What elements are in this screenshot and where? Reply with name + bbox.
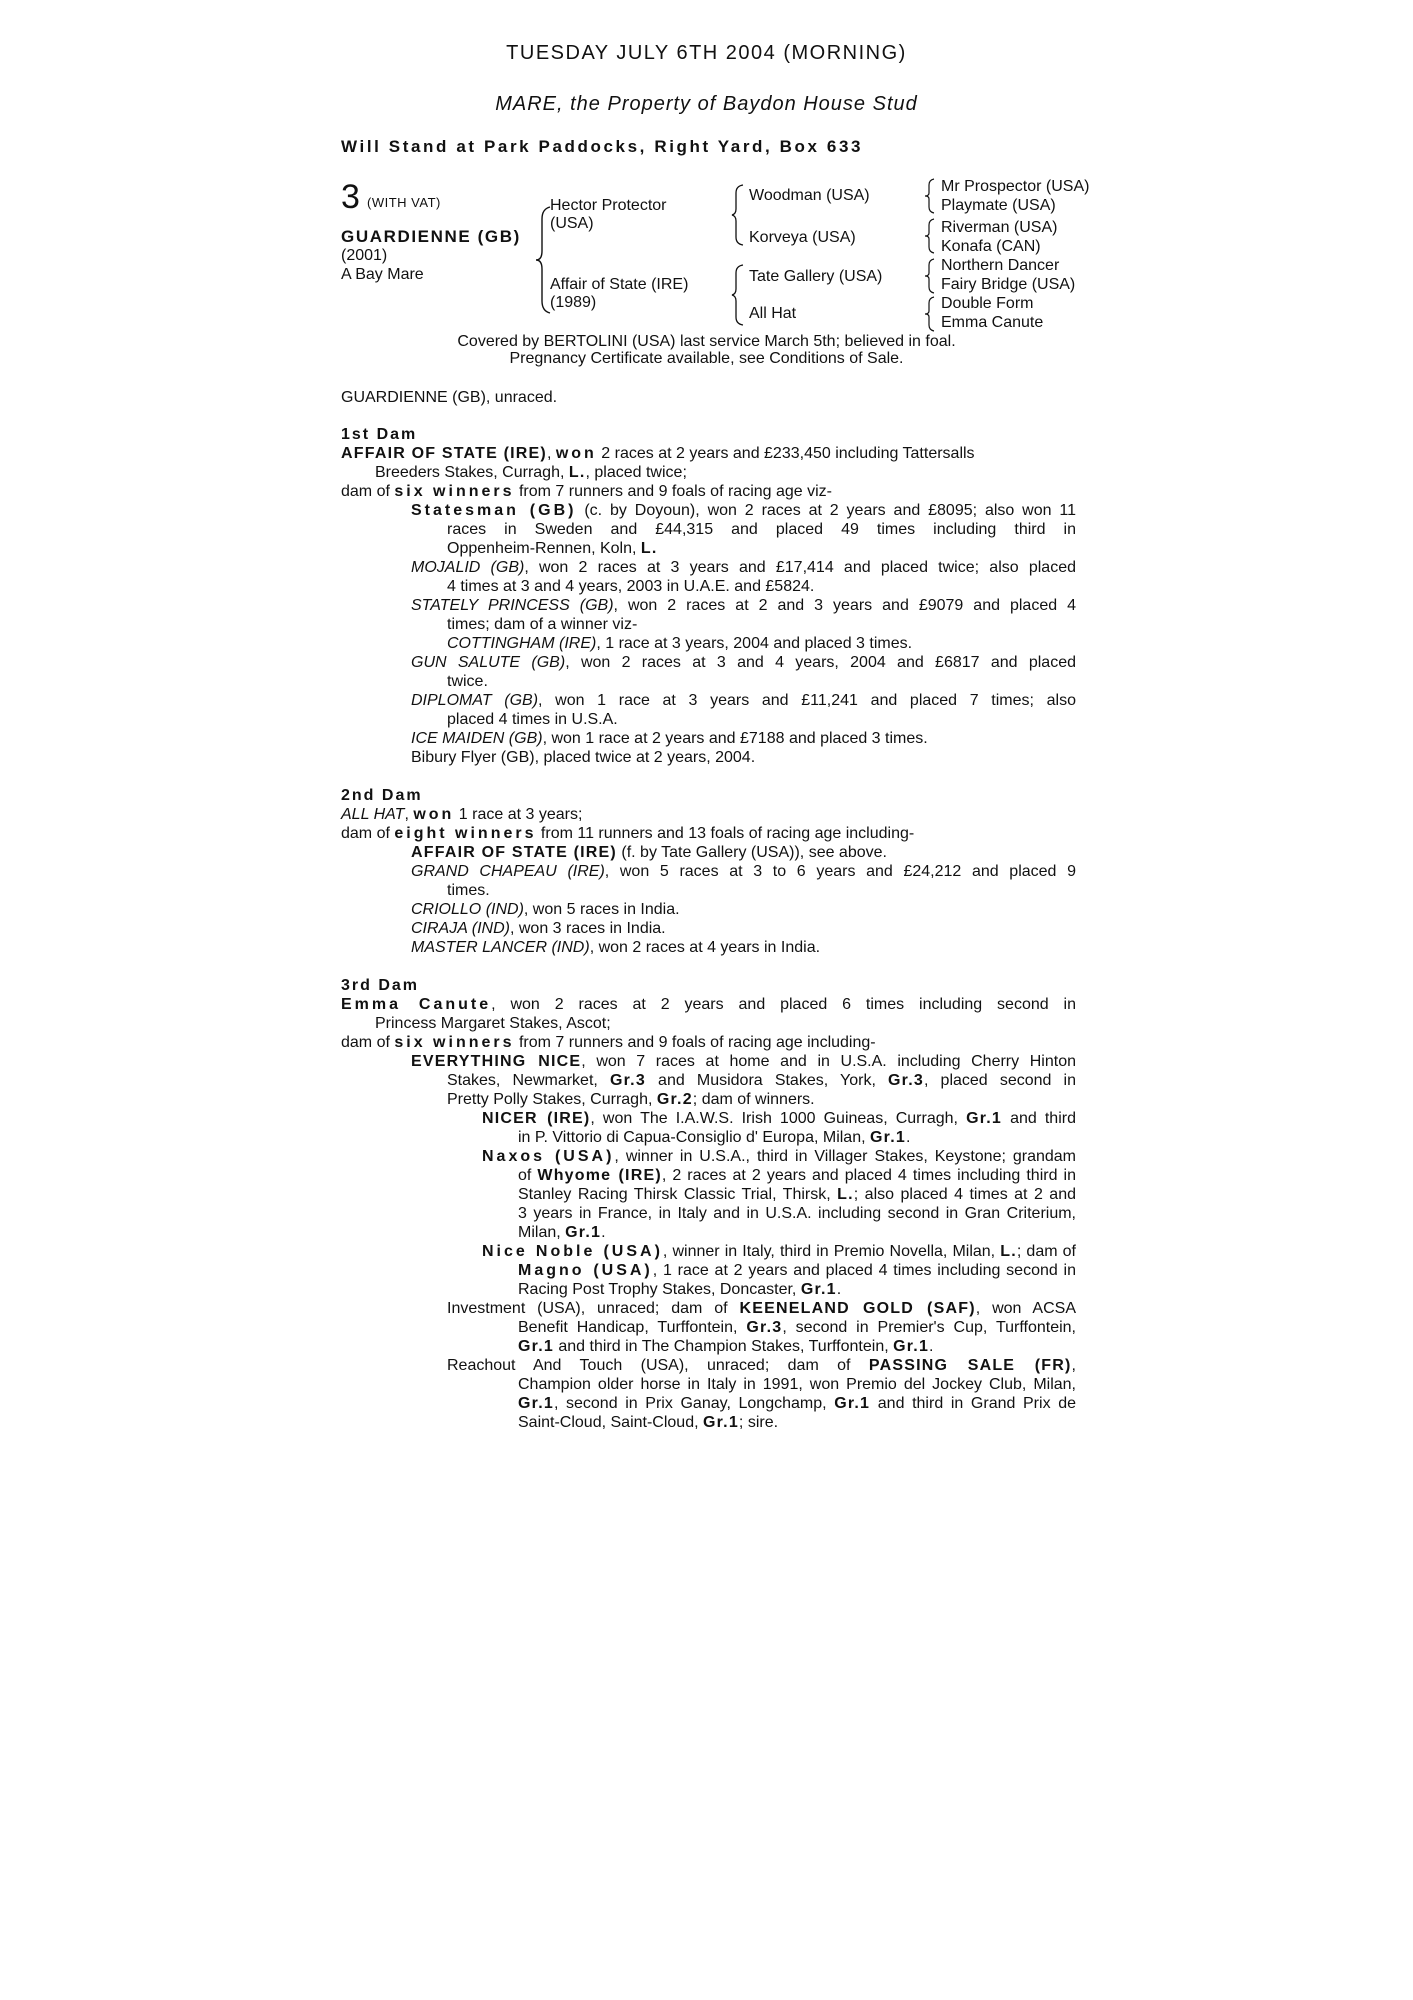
first-dam-line: AFFAIR OF STATE (IRE), won 2 races at 2 years and £233,450 including Tattersalls [341,445,975,462]
pedigree-g1: Mr Prospector (USA) [941,178,1090,195]
produce-everything-nice: EVERYTHING NICE, won 7 races at home and in U.S.A. including Cherry Hinton [411,1053,1076,1070]
produce-reachout-and-touch: Reachout And Touch (USA), unraced; dam of PASSING SALE (FR), [447,1357,1076,1374]
produce-stately-princess: STATELY PRINCESS (GB), won 2 races at 2 and 3 years and £9079 and placed 4 [411,597,1077,614]
pedigree-g6: Fairy Bridge (USA) [941,276,1076,293]
pedigree-brace-g3 [924,258,936,294]
produce-grand-chapeau: GRAND CHAPEAU (IRE), won 5 races at 3 to 6 years and £24,212 and placed 9 [411,863,1076,880]
pedigree-g8: Emma Canute [941,314,1044,331]
produce-naxos: Naxos (USA), winner in U.S.A., third in Villager Stakes, Keystone; grandam [482,1148,1077,1165]
lot-number: 3 [341,178,360,216]
pedigree-g7: Double Form [941,295,1034,312]
second-dam-heading: 2nd Dam [341,787,423,804]
pedigree-brace-g2 [924,218,936,254]
stabling-location: Will Stand at Park Paddocks, Right Yard, Box 633 [341,137,864,156]
produce-ciraja: CIRAJA (IND), won 3 races in India. [411,920,666,937]
pedigree-g3: Riverman (USA) [941,219,1058,236]
second-dam-section: 2nd Dam ALL HAT, won 1 race at 3 years; dam of eight winners from 11 runners and 13 foals of racing age including- AFFAIR OF STATE (IRE) (f. by Tate Gallery (USA)), see above. GRAND CHAPEAU (IRE), won 5 races at 3 to 6 years and £24,212 and placed 9 times. CRIOLLO (IND), won 5 races in India. CIRAJA (IND), won 3 races in India. MASTER LANCER (IND), won 2 races at 4 years in India. [341,787,1076,956]
pedigree-brace-g1 [924,178,936,214]
horse-year: (2001) [341,247,388,264]
produce-criollo: CRIOLLO (IND), won 5 races in India. [411,901,680,918]
third-dam-heading: 3rd Dam [341,977,420,994]
produce-diplomat: DIPLOMAT (GB), won 1 race at 3 years and £11,241 and placed 7 times; also [411,692,1076,709]
pedigree-brace-g4 [924,296,936,332]
pedigree-sire: Hector Protector (USA) [550,197,667,232]
pedigree-dam: Affair of State (IRE) (1989) [550,276,689,311]
race-summary: GUARDIENNE (GB), unraced. [341,389,558,406]
horse-name: GUARDIENNE (GB) [341,227,521,246]
produce-investment: Investment (USA), unraced; dam of KEENELAND GOLD (SAF), won ACSA [447,1300,1076,1317]
pedigree-dam-sire: Tate Gallery (USA) [749,268,883,285]
produce-nicer: NICER (IRE), won The I.A.W.S. Irish 1000 Guineas, Curragh, Gr.1 and third [482,1110,1076,1127]
vat-label: (WITH VAT) [367,195,441,210]
third-dam-section: 3rd Dam Emma Canute, won 2 races at 2 years and placed 6 times including second in Princess Margaret Stakes, Ascot; dam of six winners from 7 runners and 9 foals of racing age including- EVERYTHING NICE, won 7 races at home and in U.S.A. including Cherry Hinton Stakes, Newmarket, Gr.3 and Musidora Stakes, York, Gr.3, placed second in Pretty Polly Stakes, Curragh, Gr.2; dam of winners. NICER (IRE), won The I.A.W.S. Irish 1000 Guineas, Curragh, Gr.1 and third in P. Vittorio di Capua-Consiglio d' Europa, Milan, Gr.1. Naxos (USA), winner in U.S.A., third in Villager Stakes, Keystone; grandam of Whyome (IRE), 2 races at 2 years and placed 4 times including third in Stanley Racing Thirsk Classic Trial, Thirsk, L.; also placed 4 times at 2 and 3 years in France, in Italy and in U.S.A. including second in Gran Criterium, Milan, Gr.1. Nice Noble (USA), winner in Italy, third in Premio Novella, Milan, L.; dam of Magno (USA), 1 race at 2 years and placed 4 times including second in Racing Post Trophy Stakes, Doncaster, Gr.1. Investment (USA), unraced; dam of KEENELAND GOLD (SAF), won ACSA Benefit Handicap, Turffontein, Gr.3, second in Premier's Cup, Turffontein, Gr.1 and third in The Champion Stakes, Turffontein, Gr.1. Reachout And Touch (USA), unraced; dam of PASSING SALE (FR), Champion older horse in Italy in 1991, won Premio del Jockey Club, Milan, Gr.1, second in Prix Ganay, Longchamp, Gr.1 and third in Grand Prix de Saint-Cloud, Saint-Cloud, Gr.1; sire. [341,977,1077,1431]
produce-nice-noble: Nice Noble (USA), winner in Italy, third in Premio Novella, Milan, L.; dam of [482,1243,1077,1260]
page-title: TUESDAY JULY 6TH 2004 (MORNING) [506,42,907,64]
vendor-subtitle: MARE, the Property of Baydon House Stud [495,93,918,115]
produce-affair-of-state: AFFAIR OF STATE (IRE) (f. by Tate Gallery (USA)), see above. [411,844,887,861]
produce-master-lancer: MASTER LANCER (IND), won 2 races at 4 years in India. [411,939,821,956]
produce-statesman: Statesman (GB) (c. by Doyoun), won 2 races at 2 years and £8095; also won 11 [411,502,1077,519]
first-dam-produce-line: dam of six winners from 7 runners and 9 foals of racing age viz- [341,483,833,500]
horse-description: A Bay Mare [341,266,424,283]
pedigree-sire-sire: Woodman (USA) [749,187,870,204]
produce-mojalid: MOJALID (GB), won 2 races at 3 years and £17,414 and placed twice; also placed [411,559,1077,576]
produce-bibury-flyer: Bibury Flyer (GB), placed twice at 2 years, 2004. [411,749,756,766]
first-dam-section: 1st Dam AFFAIR OF STATE (IRE), won 2 races at 2 years and £233,450 including Tattersalls Breeders Stakes, Curragh, L., placed twice; dam of six winners from 7 runners and 9 foals of racing age viz- Statesman (GB) (c. by Doyoun), won 2 races at 2 years and £8095; also won 11 races in Sweden and £44,315 and placed 49 times including third in Oppenheim-Rennen, Koln, L. MOJALID (GB), won 2 races at 3 years and £17,414 and placed twice; also placed 4 times at 3 and 4 years, 2003 in U.A.E. and £5824. STATELY PRINCESS (GB), won 2 races at 2 and 3 years and £9079 and placed 4 times; dam of a winner viz- COTTINGHAM (IRE), 1 race at 3 years, 2004 and placed 3 times. GUN SALUTE (GB), won 2 races at 3 and 4 years, 2004 and £6817 and placed twice. DIPLOMAT (GB), won 1 race at 3 years and £11,241 and placed 7 times; also placed 4 times in U.S.A. ICE MAIDEN (GB), won 1 race at 2 years and £7188 and placed 3 times. Bibury Flyer (GB), placed twice at 2 years, 2004. [341,426,1077,766]
pedigree-sire-dam: Korveya (USA) [749,229,856,246]
produce-cottingham: COTTINGHAM (IRE), 1 race at 3 years, 2004 and placed 3 times. [447,635,913,652]
first-dam-heading: 1st Dam [341,426,418,443]
covering-note: Covered by BERTOLINI (USA) last service March 5th; believed in foal. Pregnancy Certificate available, see Conditions of Sale. [457,333,956,367]
pedigree-g2: Playmate (USA) [941,197,1056,214]
pedigree-g4: Konafa (CAN) [941,238,1041,255]
produce-ice-maiden: ICE MAIDEN (GB), won 1 race at 2 years and £7188 and placed 3 times. [411,730,928,747]
pedigree-dam-dam: All Hat [749,305,797,322]
produce-gun-salute: GUN SALUTE (GB), won 2 races at 3 and 4 years, 2004 and £6817 and placed [411,654,1076,671]
pedigree-brace-dam [731,263,745,327]
pedigree-brace-sire [731,183,745,247]
pedigree-g5: Northern Dancer [941,257,1060,274]
